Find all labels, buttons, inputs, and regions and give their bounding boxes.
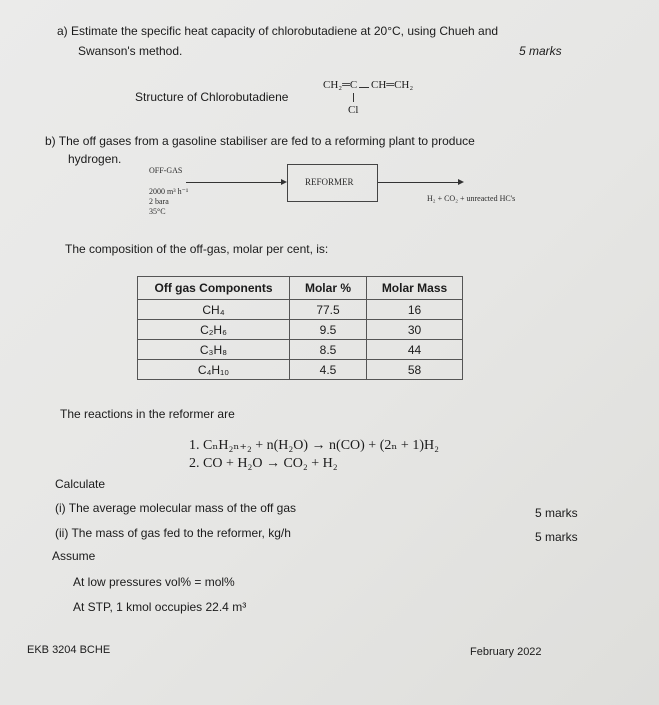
molar-mass-cell: 44: [367, 340, 463, 360]
part-a-question-line1: a) Estimate the specific heat capacity of chlorobutadiene at 20°C, using Chueh and: [57, 24, 499, 38]
structure-left-group: CH₂═C: [323, 79, 358, 91]
footer-course-code: EKB 3204 BCHE: [27, 644, 111, 656]
item-1-marks: 5 marks: [535, 506, 578, 520]
part-b-question-line2: hydrogen.: [68, 152, 122, 166]
molar-percent-cell: 4.5: [290, 360, 367, 380]
structure-right-group: CH═CH₂: [371, 79, 414, 91]
table-header-row: [138, 277, 463, 300]
reaction-1: 1. CₙH₂ₙ₊₂ + n(H₂O) → n(CO) + (2ₙ + 1)H₂: [189, 438, 439, 453]
header-components: Off gas Components: [138, 277, 290, 300]
component-cell: CH₄: [138, 300, 290, 320]
feed-label: OFF-GAS: [149, 166, 183, 175]
product-arrow-head: [458, 179, 464, 185]
composition-intro: The composition of the off-gas, molar per cent, is:: [65, 242, 329, 256]
reactions-intro: The reactions in the reformer are: [60, 407, 235, 421]
component-cell: C₃H₈: [138, 340, 290, 360]
feed-pressure: 2 bara: [149, 197, 169, 206]
molar-mass-cell: 58: [367, 360, 463, 380]
assume-heading: Assume: [52, 549, 96, 563]
header-molar-mass: Molar Mass: [367, 277, 463, 300]
table-row: [138, 340, 463, 360]
assumption-2: At STP, 1 kmol occupies 22.4 m³: [73, 600, 247, 614]
molar-mass-cell: 30: [367, 320, 463, 340]
molar-percent-cell: 77.5: [290, 300, 367, 320]
header-molar-percent: Molar %: [290, 277, 367, 300]
component-cell: C₄H₁₀: [138, 360, 290, 380]
part-a-question-line2: Swanson's method.: [78, 44, 183, 58]
calculate-heading: Calculate: [55, 477, 106, 491]
product-label: H₂ + CO₂ + unreacted HC's: [427, 194, 516, 203]
assumption-1: At low pressures vol% = mol%: [73, 575, 235, 589]
single-bond: [359, 87, 369, 88]
molar-percent-cell: 8.5: [290, 340, 367, 360]
table-row: [138, 320, 463, 340]
product-arrow-line: [378, 182, 458, 183]
table-row: [138, 360, 463, 380]
molar-mass-cell: 16: [367, 300, 463, 320]
calculate-item-1: (i) The average molecular mass of the off gas: [55, 501, 297, 515]
footer-date: February 2022: [470, 646, 542, 658]
vertical-bond: [353, 93, 354, 102]
feed-temperature: 35°C: [149, 207, 166, 216]
structure-label: Structure of Chlorobutadiene: [135, 90, 289, 104]
table-row: [138, 300, 463, 320]
reaction-2: 2. CO + H₂O → CO₂ + H₂: [189, 456, 338, 471]
part-b-question-line1: b) The off gases from a gasoline stabiliser are fed to a reforming plant to produce: [45, 134, 475, 148]
item-2-marks: 5 marks: [535, 530, 578, 544]
feed-flow-rate: 2000 m³ h⁻¹: [149, 187, 189, 196]
feed-arrow-line: [186, 182, 281, 183]
calculate-item-2: (ii) The mass of gas fed to the reformer, kg/h: [55, 526, 291, 540]
part-a-marks: 5 marks: [519, 44, 562, 58]
component-cell: C₂H₆: [138, 320, 290, 340]
reformer-label: REFORMER: [305, 177, 354, 187]
structure-substituent: Cl: [348, 104, 359, 116]
molar-percent-cell: 9.5: [290, 320, 367, 340]
composition-table: [137, 276, 463, 380]
